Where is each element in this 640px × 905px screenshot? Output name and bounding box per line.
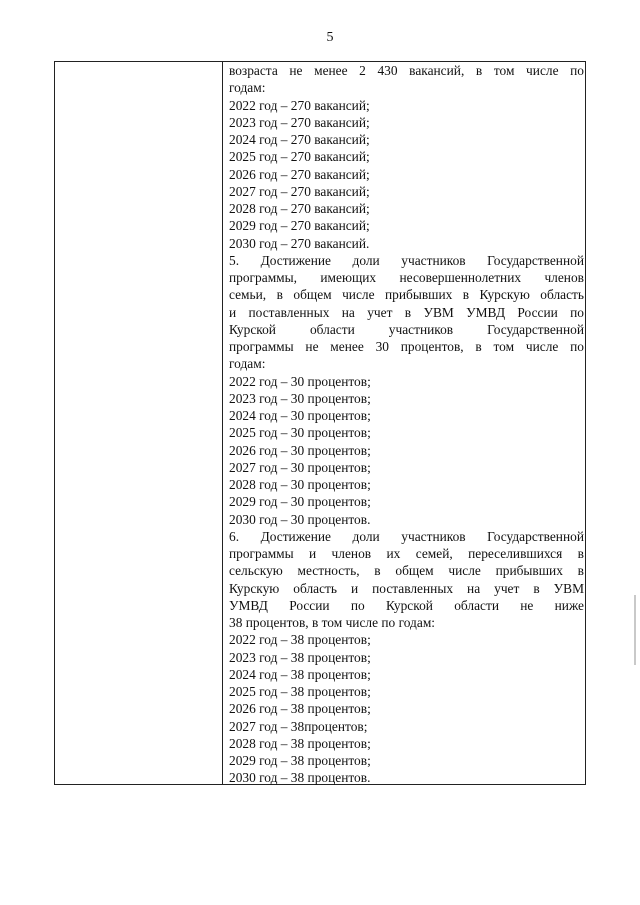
text-line: 2023 год – 30 процентов;	[229, 390, 371, 406]
scan-edge-mark	[634, 595, 636, 665]
text-line: 2024 год – 30 процентов;	[229, 408, 371, 423]
text-line: 2028 год – 30 процентов;	[229, 477, 371, 492]
text-line: и поставленных на учет в УВМ УМВД России по	[229, 304, 584, 320]
text-line: 5. Достижение доли участников Государственной	[229, 252, 584, 268]
text-line: программы и членов их семей, переселившихся в	[229, 546, 584, 561]
text-line: возраста не менее 2 430 вакансий, в том числе по	[229, 63, 584, 78]
page-number: 5	[326, 30, 334, 45]
table-right-cell	[229, 62, 584, 787]
text-line: годам:	[229, 80, 266, 96]
text-line: 2030 год – 38 процентов.	[229, 770, 371, 786]
text-line: УМВД России по Курской области не ниже	[229, 597, 584, 613]
text-line: сельскую местность, в общем числе прибывших в	[229, 563, 584, 579]
text-line: 2030 год – 30 процентов.	[229, 511, 371, 527]
text-line: 2030 год – 270 вакансий.	[229, 235, 370, 251]
text-line: 2029 год – 30 процентов;	[229, 494, 371, 510]
text-line: 2027 год – 30 процентов;	[229, 459, 371, 475]
text-line: Курской области участников Государственной	[229, 321, 584, 337]
text-line: программы не менее 30 процентов, в том числе по	[229, 339, 584, 354]
text-line: 2028 год – 38 процентов;	[229, 735, 371, 751]
text-line: 2025 год – 270 вакансий;	[229, 149, 370, 165]
text-line: 2025 год – 30 процентов;	[229, 425, 371, 441]
text-line: 6. Достижение доли участников Государственной	[229, 528, 584, 544]
text-line: программы, имеющих несовершеннолетних членов	[229, 270, 584, 285]
text-line: 2022 год – 270 вакансий;	[229, 97, 370, 113]
text-line: 2026 год – 38 процентов;	[229, 701, 371, 717]
text-line: 2026 год – 270 вакансий;	[229, 166, 370, 182]
text-line: 2022 год – 38 процентов;	[229, 632, 371, 648]
text-line: 2029 год – 270 вакансий;	[229, 218, 370, 234]
text-line: 2023 год – 270 вакансий;	[229, 114, 370, 130]
text-line: годам:	[229, 356, 266, 372]
text-line: 2024 год – 270 вакансий;	[229, 132, 370, 147]
text-line: 2027 год – 270 вакансий;	[229, 183, 370, 199]
text-line: 2026 год – 30 процентов;	[229, 442, 371, 458]
text-line: 38 процентов, в том числе по годам:	[229, 615, 436, 630]
text-line: 2027 год – 38процентов;	[229, 718, 368, 734]
text-line: 2024 год – 38 процентов;	[229, 666, 371, 682]
text-line: семьи, в общем числе прибывших в Курскую область	[229, 287, 584, 303]
text-line: 2029 год – 38 процентов;	[229, 753, 371, 768]
text-line: 2023 год – 38 процентов;	[229, 649, 371, 665]
text-line: 2025 год – 38 процентов;	[229, 684, 371, 699]
text-line: Курскую область и поставленных на учет в УВМ	[229, 580, 584, 596]
text-line: 2028 год – 270 вакансий;	[229, 201, 370, 216]
text-line: 2022 год – 30 процентов;	[229, 373, 371, 389]
document-table	[54, 61, 586, 785]
table-left-cell	[55, 62, 223, 784]
